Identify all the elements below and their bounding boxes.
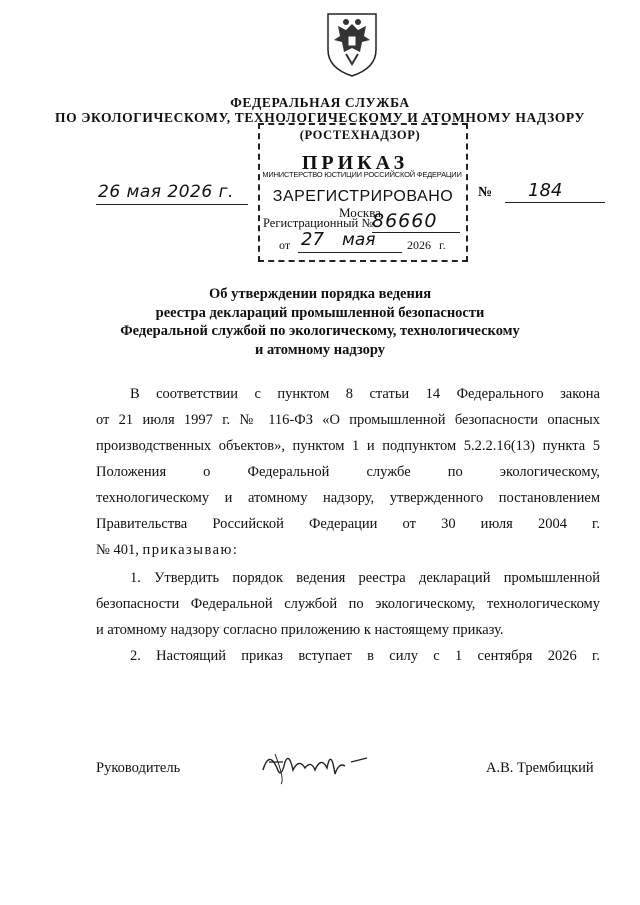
order-subject-line1: Об утверждении порядка ведения [208, 286, 432, 302]
order-subject-line4: и атомному надзору [255, 342, 385, 358]
item1-line: безопасности Федеральной службой по экологическому, технологическому [96, 596, 600, 612]
order-ref: № 401, [96, 542, 139, 558]
stamp-reg-number: 86660 [372, 210, 438, 232]
body-line: производственных объектов», пунктом 1 и подпунктом 5.2.2.16(13) пункта 5 [96, 438, 600, 454]
stamp-registered: ЗАРЕГИСТРИРОВАНО [272, 188, 454, 205]
order-number-label: № [478, 185, 493, 200]
stamp-ministry: МИНИСТЕРСТВО ЮСТИЦИИ РОССИЙСКОЙ ФЕДЕРАЦИИ [262, 170, 462, 179]
stamp-month: мая [342, 230, 376, 250]
stamp-day: 27 [301, 229, 324, 250]
body-line [96, 542, 600, 559]
stamp-year-suffix: г. [439, 238, 446, 252]
order-verb: приказываю: [142, 542, 239, 558]
agency-abbreviation: (РОСТЕХНАДЗОР) [299, 128, 421, 142]
handwritten-signature [255, 740, 375, 790]
body-line: технологическому и атомному надзору, утвержденного постановлением [96, 490, 600, 506]
agency-name-line1: ФЕДЕРАЛЬНАЯ СЛУЖБА [230, 95, 410, 110]
stamp-reg-label: Регистрационный № [263, 216, 374, 230]
agency-name-line2: ПО ЭКОЛОГИЧЕСКОМУ, ТЕХНОЛОГИЧЕСКОМУ И АТОМНОМУ НАДЗОРУ [55, 110, 585, 125]
stamp-city: Москва [339, 205, 381, 220]
order-number: 184 [528, 180, 563, 201]
body-line: В соответствии с пунктом 8 статьи 14 Федерального закона [130, 386, 600, 402]
order-subject-line2: реестра деклараций промышленной безопасности [155, 305, 485, 321]
body-line: Положения о Федеральной службе по экологическому, [96, 464, 600, 480]
stamp-from-label: от [279, 238, 291, 252]
document-type-title: ПРИКАЗ [301, 152, 409, 174]
order-date: 26 мая 2026 г. [98, 182, 234, 202]
body-line: Правительства Российской Федерации от 30 июля 2004 г. [96, 516, 600, 532]
item2-line: 2. Настоящий приказ вступает в силу с 1 сентября 2026 г. [130, 648, 600, 664]
stamp-year: 2026 [407, 238, 431, 252]
signatory-name: А.В. Трембицкий [486, 760, 594, 776]
item1-line: и атомному надзору согласно приложению к настоящему приказу. [96, 622, 504, 638]
order-subject-line3: Федеральной службой по экологическому, технологическому [120, 323, 520, 339]
body-line: от 21 июля 1997 г. № 116-ФЗ «О промышленной безопасности опасных [96, 412, 600, 428]
item1-line: 1. Утвердить порядок ведения реестра деклараций промышленной [130, 570, 600, 586]
coat-of-arms-icon [324, 10, 380, 78]
signatory-title: Руководитель [96, 760, 181, 776]
